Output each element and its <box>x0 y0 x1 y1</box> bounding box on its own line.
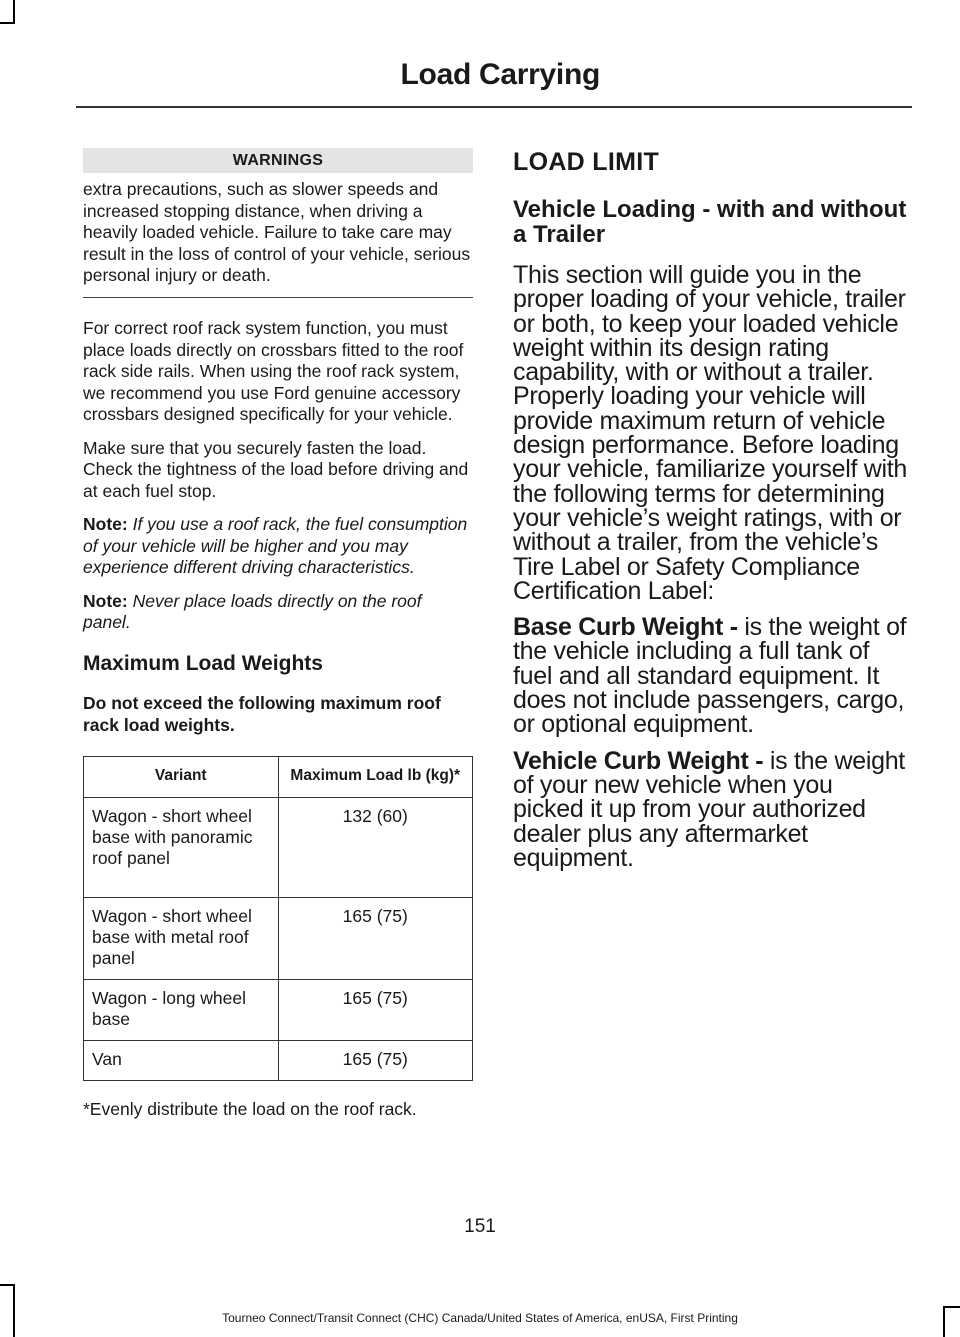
note-label: Note: <box>83 590 128 611</box>
term-text: is the weight of the vehicle including a full tank of fuel and all standard equipment. It does not include passengers, cargo, or optional equipment. <box>513 613 907 739</box>
crop-mark <box>943 1306 960 1308</box>
instruction: Do not exceed the following maximum roof rack load weights. <box>83 692 441 735</box>
term-label: Base Curb Weight - <box>513 613 738 642</box>
warnings-heading: WARNINGS <box>83 148 473 173</box>
crop-mark <box>13 0 15 24</box>
table-footnote: *Evenly distribute the load on the roof rack. <box>83 1098 417 1119</box>
note-label: Note: <box>83 514 128 534</box>
header-rule <box>76 106 912 108</box>
load-cell: 132 (60) <box>278 797 473 897</box>
term-label: Vehicle Curb Weight - <box>513 746 764 775</box>
crop-mark <box>0 22 15 24</box>
page-number: 151 <box>464 1216 496 1237</box>
vehicle-loading-subtitle: Vehicle Loading - with and without a Trailer <box>513 196 907 248</box>
fasten-load-paragraph: Make sure that you securely fasten the load. Check the tightness of the load before driving and at each fuel stop. <box>83 437 469 501</box>
load-limit-title: LOAD LIMIT <box>513 148 660 176</box>
column-header-variant: Variant <box>84 756 279 797</box>
load-cell: 165 (75) <box>278 979 473 1040</box>
crop-mark <box>0 1284 15 1286</box>
load-cell: 165 (75) <box>278 1040 473 1080</box>
variant-cell: Van <box>84 1040 279 1080</box>
table-row <box>84 897 473 979</box>
section-title: Maximum Load Weights <box>83 651 323 675</box>
note-fuel-consumption <box>83 514 473 579</box>
footer-edition-line: Tourneo Connect/Transit Connect (CHC) Canada/United States of America, enUSA, First Printing <box>222 1311 738 1325</box>
right-column <box>513 148 908 882</box>
table-row <box>84 797 473 897</box>
table-row <box>84 1040 473 1080</box>
variant-cell: Wagon - short wheel base with panoramic roof panel <box>84 797 279 897</box>
left-column <box>83 148 473 1120</box>
load-weights-table <box>83 756 473 1081</box>
variant-cell: Wagon - long wheel base <box>84 979 279 1040</box>
warnings-text: extra precautions, such as slower speeds and increased stopping distance, when driving a heavily loaded vehicle. Failure to take care may result in the loss of control of your vehicle, serious personal injury or death. <box>83 179 471 285</box>
warnings-divider <box>83 297 473 299</box>
intro-paragraph: This section will guide you in the proper loading of your vehicle, trailer or both, to keep your loaded vehicle weight within its design rating capability, with or without a trailer. Properly loading your vehicle will provide maximum return of vehicle design performance. Before loading your vehicle, familiarize yourself with the following terms for determining your vehicle’s weight ratings, with or without a trailer, from the vehicle’s Tire Label or Safety Compliance Certification Label: <box>513 261 908 605</box>
note-roof-panel <box>83 591 473 634</box>
vehicle-curb-weight-definition <box>513 746 908 872</box>
note-text: Never place loads directly on the roof panel. <box>83 590 422 632</box>
note-text: If you use a roof rack, the fuel consumption of your vehicle will be higher and you may experience different driving characteristics. <box>83 514 468 577</box>
table-row <box>84 979 473 1040</box>
column-header-max-load: Maximum Load lb (kg)* <box>278 756 473 797</box>
base-curb-weight-definition <box>513 613 908 739</box>
load-cell: 165 (75) <box>278 897 473 979</box>
roof-rack-paragraph: For correct roof rack system function, you must place loads directly on crossbars fitted to the roof rack side rails. When using the roof rack system, we recommend you use Ford genuine accessory crossbars designed specifically for your vehicle. <box>83 318 464 424</box>
page-header-title: Load Carrying <box>400 58 600 91</box>
table-header-row <box>84 756 473 797</box>
term-text: is the weight of your new vehicle when you picked it up from your authorized dealer plus any aftermarket equipment. <box>513 746 905 872</box>
variant-cell: Wagon - short wheel base with metal roof panel <box>84 897 279 979</box>
